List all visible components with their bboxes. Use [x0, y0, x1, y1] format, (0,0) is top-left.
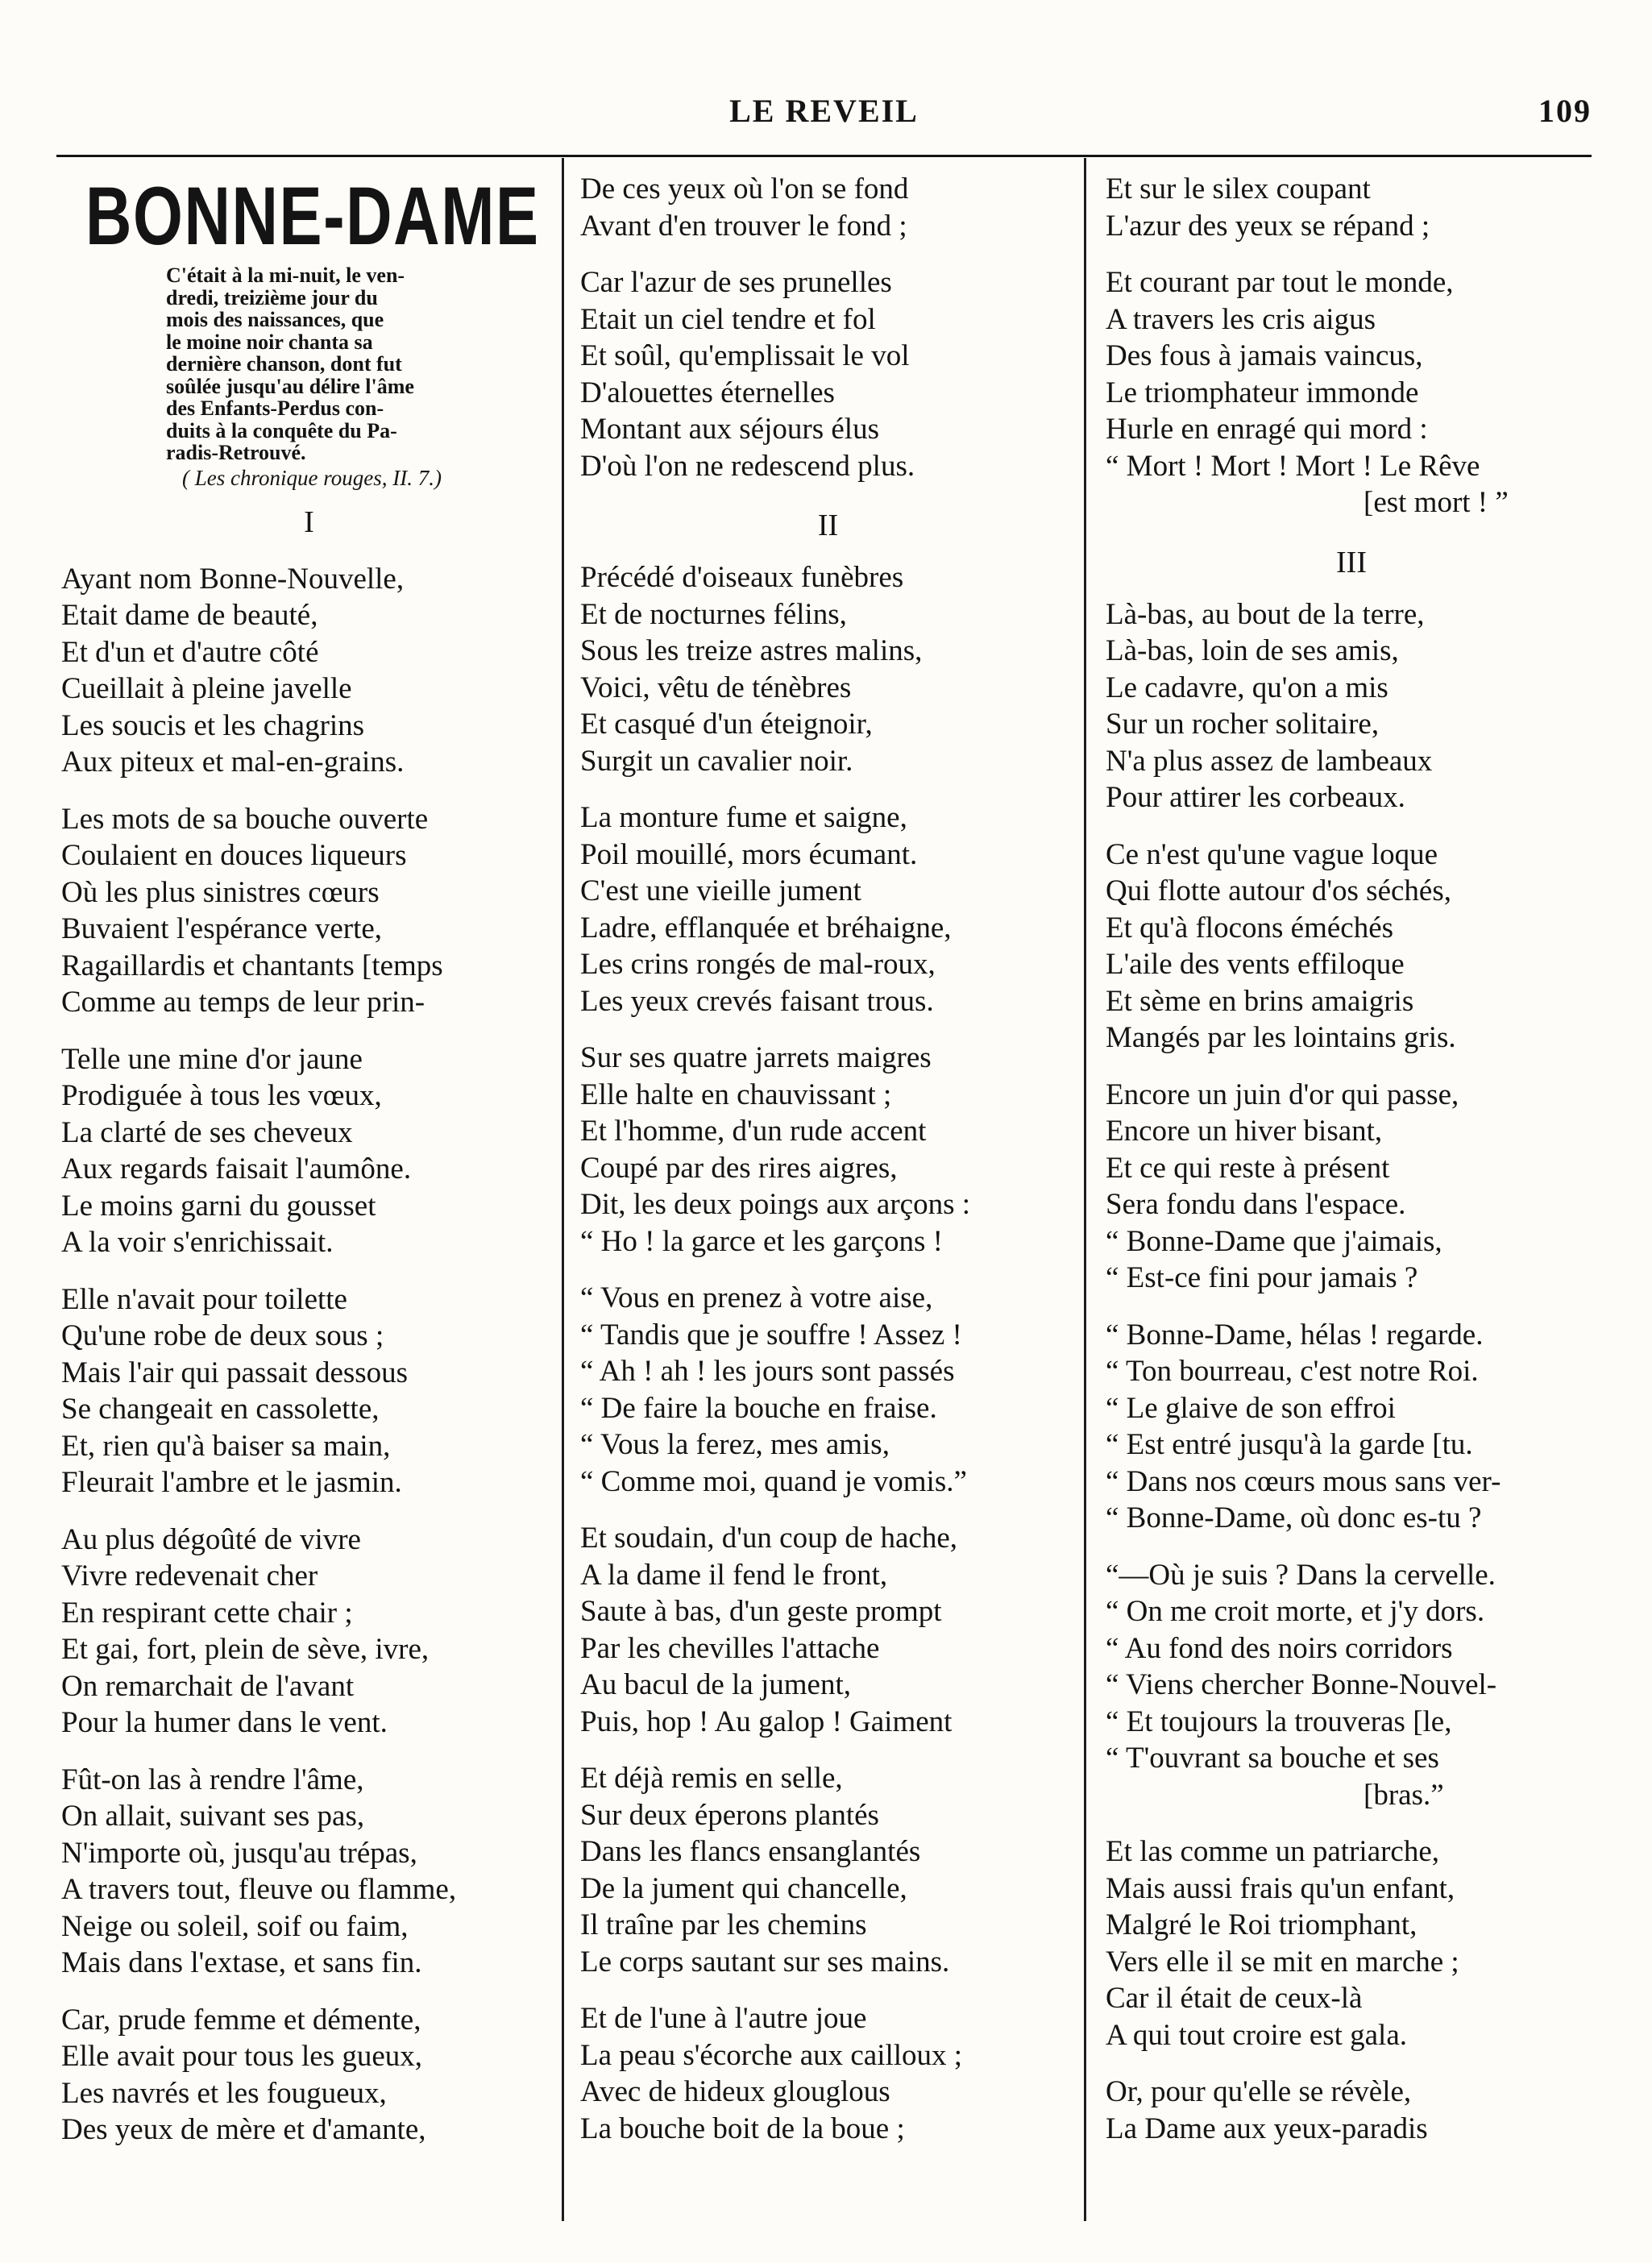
verse-line: Malgré le Roi triomphant, — [1106, 1908, 1417, 1941]
verse-line: Mais l'air qui passait dessous — [61, 1356, 409, 1389]
verse-line: Le moins garni du gousset — [61, 1189, 376, 1223]
verse-line: Les crins rongés de mal-roux, — [580, 948, 936, 981]
verse-line: “ On me croit morte, et j'y dors. — [1106, 1595, 1485, 1628]
column-rule — [562, 158, 564, 2221]
epigraph-line: C'était à la mi-nuit, le ven- — [166, 264, 405, 287]
running-title: LE REVEIL — [729, 93, 919, 129]
verse-line: L'azur des yeux se répand ; — [1106, 209, 1430, 243]
stanza — [1106, 1077, 1597, 1297]
column-3 — [1106, 171, 1597, 2167]
verse-line: Avant d'en trouver le fond ; — [580, 209, 907, 243]
column-rule — [1084, 158, 1086, 2221]
verse-line: [bras.” — [1364, 1778, 1444, 1812]
stanza — [1106, 596, 1597, 816]
verse-line: Etait un ciel tendre et fol — [580, 302, 876, 336]
verse-line: Et sur le silex coupant — [1106, 172, 1371, 206]
verse-line: “ De faire la bouche en fraise. — [580, 1391, 937, 1425]
stanza — [61, 561, 557, 781]
verse-line: En respirant cette chair ; — [61, 1596, 353, 1630]
verse-line: Hurle en enragé qui mord : — [1106, 413, 1428, 446]
header-rule — [56, 155, 1592, 157]
verse-line: “ Est-ce fini pour jamais ? — [1106, 1261, 1418, 1294]
verse-line: La clarté de ses cheveux — [61, 1115, 353, 1149]
verse-line: De la jument qui chancelle, — [580, 1871, 907, 1905]
verse-line: D'alouettes éternelles — [580, 376, 835, 409]
epigraph-line: mois des naissances, que — [166, 308, 384, 331]
stanza — [580, 559, 1076, 779]
verse-line: Saute à bas, d'un geste prompt — [580, 1595, 942, 1628]
stanza — [1106, 1317, 1597, 1537]
verse-line: Comme au temps de leur prin- — [61, 986, 425, 1019]
verse-line: Et qu'à flocons éméchés — [1106, 911, 1394, 945]
verse-line: “ Bonne-Dame que j'aimais, — [1106, 1224, 1442, 1258]
verse-line: Et casqué d'un éteignoir, — [580, 708, 873, 741]
epigraph-line: dredi, treizième jour du — [166, 285, 378, 309]
verse-line: A qui tout croire est gala. — [1106, 2018, 1408, 2052]
verse-line: N'importe où, jusqu'au trépas, — [61, 1836, 417, 1870]
epigraph-line: radis-Retrouvé. — [166, 441, 306, 464]
verse-line: D'où l'on ne redescend plus. — [580, 449, 915, 483]
verse-line: Telle une mine d'or jaune — [61, 1042, 363, 1076]
verse-line: Les yeux crevés faisant trous. — [580, 984, 934, 1018]
verse-line: “ Mort ! Mort ! Mort ! Le Rêve — [1106, 449, 1480, 483]
verse-line: Et, rien qu'à baiser sa main, — [61, 1429, 391, 1463]
verse-line: Des yeux de mère et d'amante, — [61, 2113, 426, 2146]
verse-line: Des fous à jamais vaincus, — [1106, 339, 1423, 372]
verse-line: Encore un juin d'or qui passe, — [1106, 1078, 1459, 1111]
verse-line: Fleurait l'ambre et le jasmin. — [61, 1466, 402, 1499]
verse-line: La peau s'écorche aux cailloux ; — [580, 2038, 963, 2072]
verse-line: A travers les cris aigus — [1106, 302, 1376, 336]
verse-line: De ces yeux où l'on se fond — [580, 172, 909, 206]
verse-line: Avec de hideux glouglous — [580, 2075, 890, 2108]
verse-line: Mais dans l'extase, et sans fin. — [61, 1946, 422, 1979]
verse-line: Coupé par des rires aigres, — [580, 1151, 898, 1185]
verse-line: Et las comme un patriarche, — [1106, 1835, 1440, 1868]
verse-line: “ Bonne-Dame, où donc es-tu ? — [1106, 1501, 1482, 1534]
verse-line: Et soudain, d'un coup de hache, — [580, 1522, 958, 1555]
stanza — [580, 799, 1076, 1019]
verse-line: Et d'un et d'autre côté — [61, 635, 319, 669]
verse-line: Au plus dégoûté de vivre — [61, 1522, 361, 1556]
verse-line: Pour attirer les corbeaux. — [1106, 781, 1405, 814]
verse-line: La Dame aux yeux-paradis — [1106, 2111, 1428, 2145]
verse-line: Neige ou soleil, soif ou faim, — [61, 1909, 409, 1943]
section-number: I — [304, 505, 314, 539]
verse-line: Sera fondu dans l'espace. — [1106, 1188, 1406, 1221]
stanza — [1106, 264, 1597, 521]
verse-line: “ T'ouvrant sa bouche et ses — [1106, 1742, 1439, 1775]
verse-line: Elle avait pour tous les gueux, — [61, 2040, 423, 2073]
stanza — [1106, 837, 1597, 1057]
verse-line: Fût-on las à rendre l'âme, — [61, 1763, 364, 1796]
epigraph-line: des Enfants-Perdus con- — [166, 397, 384, 420]
verse-line: Sous les treize astres malins, — [580, 634, 923, 667]
stanza — [1106, 2074, 1597, 2147]
stanza — [1106, 171, 1597, 244]
verse-line: Dit, les deux poings aux arçons : — [580, 1188, 970, 1221]
verse-line: Etait dame de beauté, — [61, 599, 318, 632]
stanza — [61, 1041, 557, 1261]
verse-line: Le triomphateur immonde — [1106, 376, 1419, 409]
epigraph-line: le moine noir chanta sa — [166, 330, 373, 354]
verse-line: Les navrés et les fougueux, — [61, 2076, 387, 2110]
verse-line: La bouche boit de la boue ; — [580, 2111, 905, 2145]
verse-line: Puis, hop ! Au galop ! Gaiment — [580, 1705, 953, 1738]
verse-line: “ Vous la ferez, mes amis, — [580, 1428, 890, 1461]
epigraph-line: dernière chanson, dont fut — [166, 352, 402, 376]
stanza — [580, 1760, 1076, 1980]
verse-line: Dans les flancs ensanglantés — [580, 1835, 921, 1868]
verse-line: A la voir s'enrichissait. — [61, 1226, 334, 1259]
verse-line: Le corps sautant sur ses mains. — [580, 1945, 950, 1979]
verse-line: Car l'azur de ses prunelles — [580, 266, 892, 299]
column-body — [580, 171, 1076, 2147]
verse-line: Et courant par tout le monde, — [1106, 266, 1454, 299]
verse-line: La monture fume et saigne, — [580, 801, 907, 834]
verse-line: Voici, vêtu de ténèbres — [580, 671, 852, 704]
verse-line: On remarchait de l'avant — [61, 1669, 355, 1703]
verse-line: C'est une vieille jument — [580, 874, 861, 907]
stanza — [580, 1040, 1076, 1260]
verse-line: Vivre redevenait cher — [61, 1559, 318, 1592]
verse-line: N'a plus assez de lambeaux — [1106, 744, 1433, 778]
stanza — [580, 2000, 1076, 2147]
verse-line: “ Comme moi, quand je vomis.” — [580, 1464, 967, 1498]
column-1 — [61, 171, 557, 2169]
verse-line: “ Le glaive de son effroi — [1106, 1391, 1396, 1425]
page-number: 109 — [1538, 93, 1592, 129]
verse-line: Buvaient l'espérance verte, — [61, 912, 383, 945]
verse-line: Coulaient en douces liqueurs — [61, 839, 407, 872]
verse-line: Et de nocturnes félins, — [580, 597, 847, 631]
page-header — [56, 87, 1592, 135]
stanza — [61, 1522, 557, 1742]
verse-line: Et déjà remis en selle, — [580, 1762, 843, 1795]
epigraph-source: ( Les chronique rouges, II. 7.) — [182, 465, 442, 490]
column-body — [1106, 171, 1597, 2147]
verse-line: On allait, suivant ses pas, — [61, 1800, 365, 1833]
verse-line: Ladre, efflanquée et bréhaigne, — [580, 911, 952, 945]
verse-line: Montant aux séjours élus — [580, 413, 879, 446]
verse-line: Là-bas, loin de ses amis, — [1106, 634, 1399, 667]
verse-line: Et soûl, qu'emplissait le vol — [580, 339, 910, 372]
stanza — [580, 171, 1076, 244]
stanza — [1106, 1833, 1597, 2053]
verse-line: “ Viens chercher Bonne-Nouvel- — [1106, 1668, 1497, 1701]
epigraph — [166, 264, 593, 464]
verse-line: “ Au fond des noirs corridors — [1106, 1631, 1453, 1665]
verse-line: Et ce qui reste à présent — [1106, 1151, 1390, 1185]
verse-line: Où les plus sinistres cœurs — [61, 875, 380, 909]
stanza — [580, 1520, 1076, 1740]
verse-line: Sur un rocher solitaire, — [1106, 708, 1380, 741]
verse-line: Là-bas, au bout de la terre, — [1106, 597, 1425, 631]
verse-line: Cueillait à pleine javelle — [61, 672, 352, 705]
verse-line: Se changeait en cassolette, — [61, 1393, 380, 1426]
section-number: II — [817, 509, 839, 542]
verse-line: Et gai, fort, plein de sève, ivre, — [61, 1633, 430, 1666]
verse-line: Les mots de sa bouche ouverte — [61, 802, 429, 836]
stanza — [1106, 1557, 1597, 1814]
verse-line: Sur deux éperons plantés — [580, 1798, 879, 1832]
verse-line: Or, pour qu'elle se révèle, — [1106, 2075, 1412, 2108]
column-2 — [580, 171, 1076, 2167]
verse-line: “ Tandis que je souffre ! Assez ! — [580, 1318, 962, 1352]
epigraph-line: duits à la conquête du Pa- — [166, 418, 397, 442]
stanza — [580, 264, 1076, 484]
stanza — [580, 1280, 1076, 1500]
verse-line: Prodiguée à tous les vœux, — [61, 1079, 382, 1112]
verse-line: Qui flotte autour d'os séchés, — [1106, 874, 1451, 907]
verse-line: Et l'homme, d'un rude accent — [580, 1115, 927, 1148]
verse-line: “ Ah ! ah ! les jours sont passés — [580, 1355, 955, 1388]
verse-line: Aux piteux et mal-en-grains. — [61, 745, 405, 779]
verse-line: Elle halte en chauvissant ; — [580, 1078, 892, 1111]
verse-line: [est mort ! ” — [1364, 486, 1509, 519]
verse-line: A travers tout, fleuve ou flamme, — [61, 1873, 457, 1906]
verse-line: Au bacul de la jument, — [580, 1668, 851, 1701]
stanza — [61, 2002, 557, 2149]
verse-line: A la dame il fend le front, — [580, 1558, 888, 1592]
verse-line: Et sème en brins amaigris — [1106, 984, 1414, 1018]
verse-line: Ce n'est qu'une vague loque — [1106, 837, 1438, 871]
verse-line: Pour la humer dans le vent. — [61, 1706, 388, 1739]
stanza — [61, 1281, 557, 1501]
verse-line: “ Et toujours la trouveras [le, — [1106, 1705, 1452, 1738]
verse-line: Par les chevilles l'attache — [580, 1631, 880, 1665]
verse-line: Elle n'avait pour toilette — [61, 1282, 347, 1316]
section-number: III — [1336, 545, 1367, 579]
verse-line: Poil mouillé, mors écumant. — [580, 837, 918, 871]
verse-line: Il traîne par les chemins — [580, 1908, 867, 1941]
verse-line: Sur ses quatre jarrets maigres — [580, 1041, 932, 1074]
verse-line: Surgit un cavalier noir. — [580, 744, 853, 778]
verse-line: L'aile des vents effiloque — [1106, 948, 1405, 981]
epigraph-line: soûlée jusqu'au délire l'âme — [166, 374, 414, 398]
verse-line: “ Vous en prenez à votre aise, — [580, 1281, 933, 1314]
verse-line: Mais aussi frais qu'un enfant, — [1106, 1871, 1455, 1905]
verse-line: Le cadavre, qu'on a mis — [1106, 671, 1388, 704]
verse-line: “ Ho ! la garce et les garçons ! — [580, 1224, 943, 1258]
column-body — [61, 501, 557, 2149]
verse-line: Ayant nom Bonne-Nouvelle, — [61, 562, 405, 596]
verse-line: Les soucis et les chagrins — [61, 708, 365, 742]
verse-line: “ Est entré jusqu'à la garde [tu. — [1106, 1428, 1473, 1461]
verse-line: Car il était de ceux-là — [1106, 1982, 1363, 2015]
stanza — [61, 801, 557, 1021]
poem-title: BONNE-DAME — [85, 170, 540, 262]
verse-line: Ragaillardis et chantants [temps — [61, 949, 443, 982]
verse-line: “—Où je suis ? Dans la cervelle. — [1106, 1558, 1496, 1592]
verse-line: Et de l'une à l'autre joue — [580, 2002, 867, 2035]
verse-line: “ Dans nos cœurs mous sans ver- — [1106, 1464, 1501, 1498]
verse-line: Vers elle il se mit en marche ; — [1106, 1945, 1459, 1979]
verse-line: “ Bonne-Dame, hélas ! regarde. — [1106, 1318, 1484, 1352]
verse-line: Qu'une robe de deux sous ; — [61, 1319, 384, 1352]
verse-line: Précédé d'oiseaux funèbres — [580, 561, 904, 594]
verse-line: Encore un hiver bisant, — [1106, 1115, 1383, 1148]
verse-line: Aux regards faisait l'aumône. — [61, 1152, 412, 1185]
stanza — [61, 1762, 557, 1982]
verse-line: Mangés par les lointains gris. — [1106, 1021, 1456, 1054]
verse-line: Car, prude femme et démente, — [61, 2003, 421, 2037]
verse-line: “ Ton bourreau, c'est notre Roi. — [1106, 1355, 1479, 1388]
